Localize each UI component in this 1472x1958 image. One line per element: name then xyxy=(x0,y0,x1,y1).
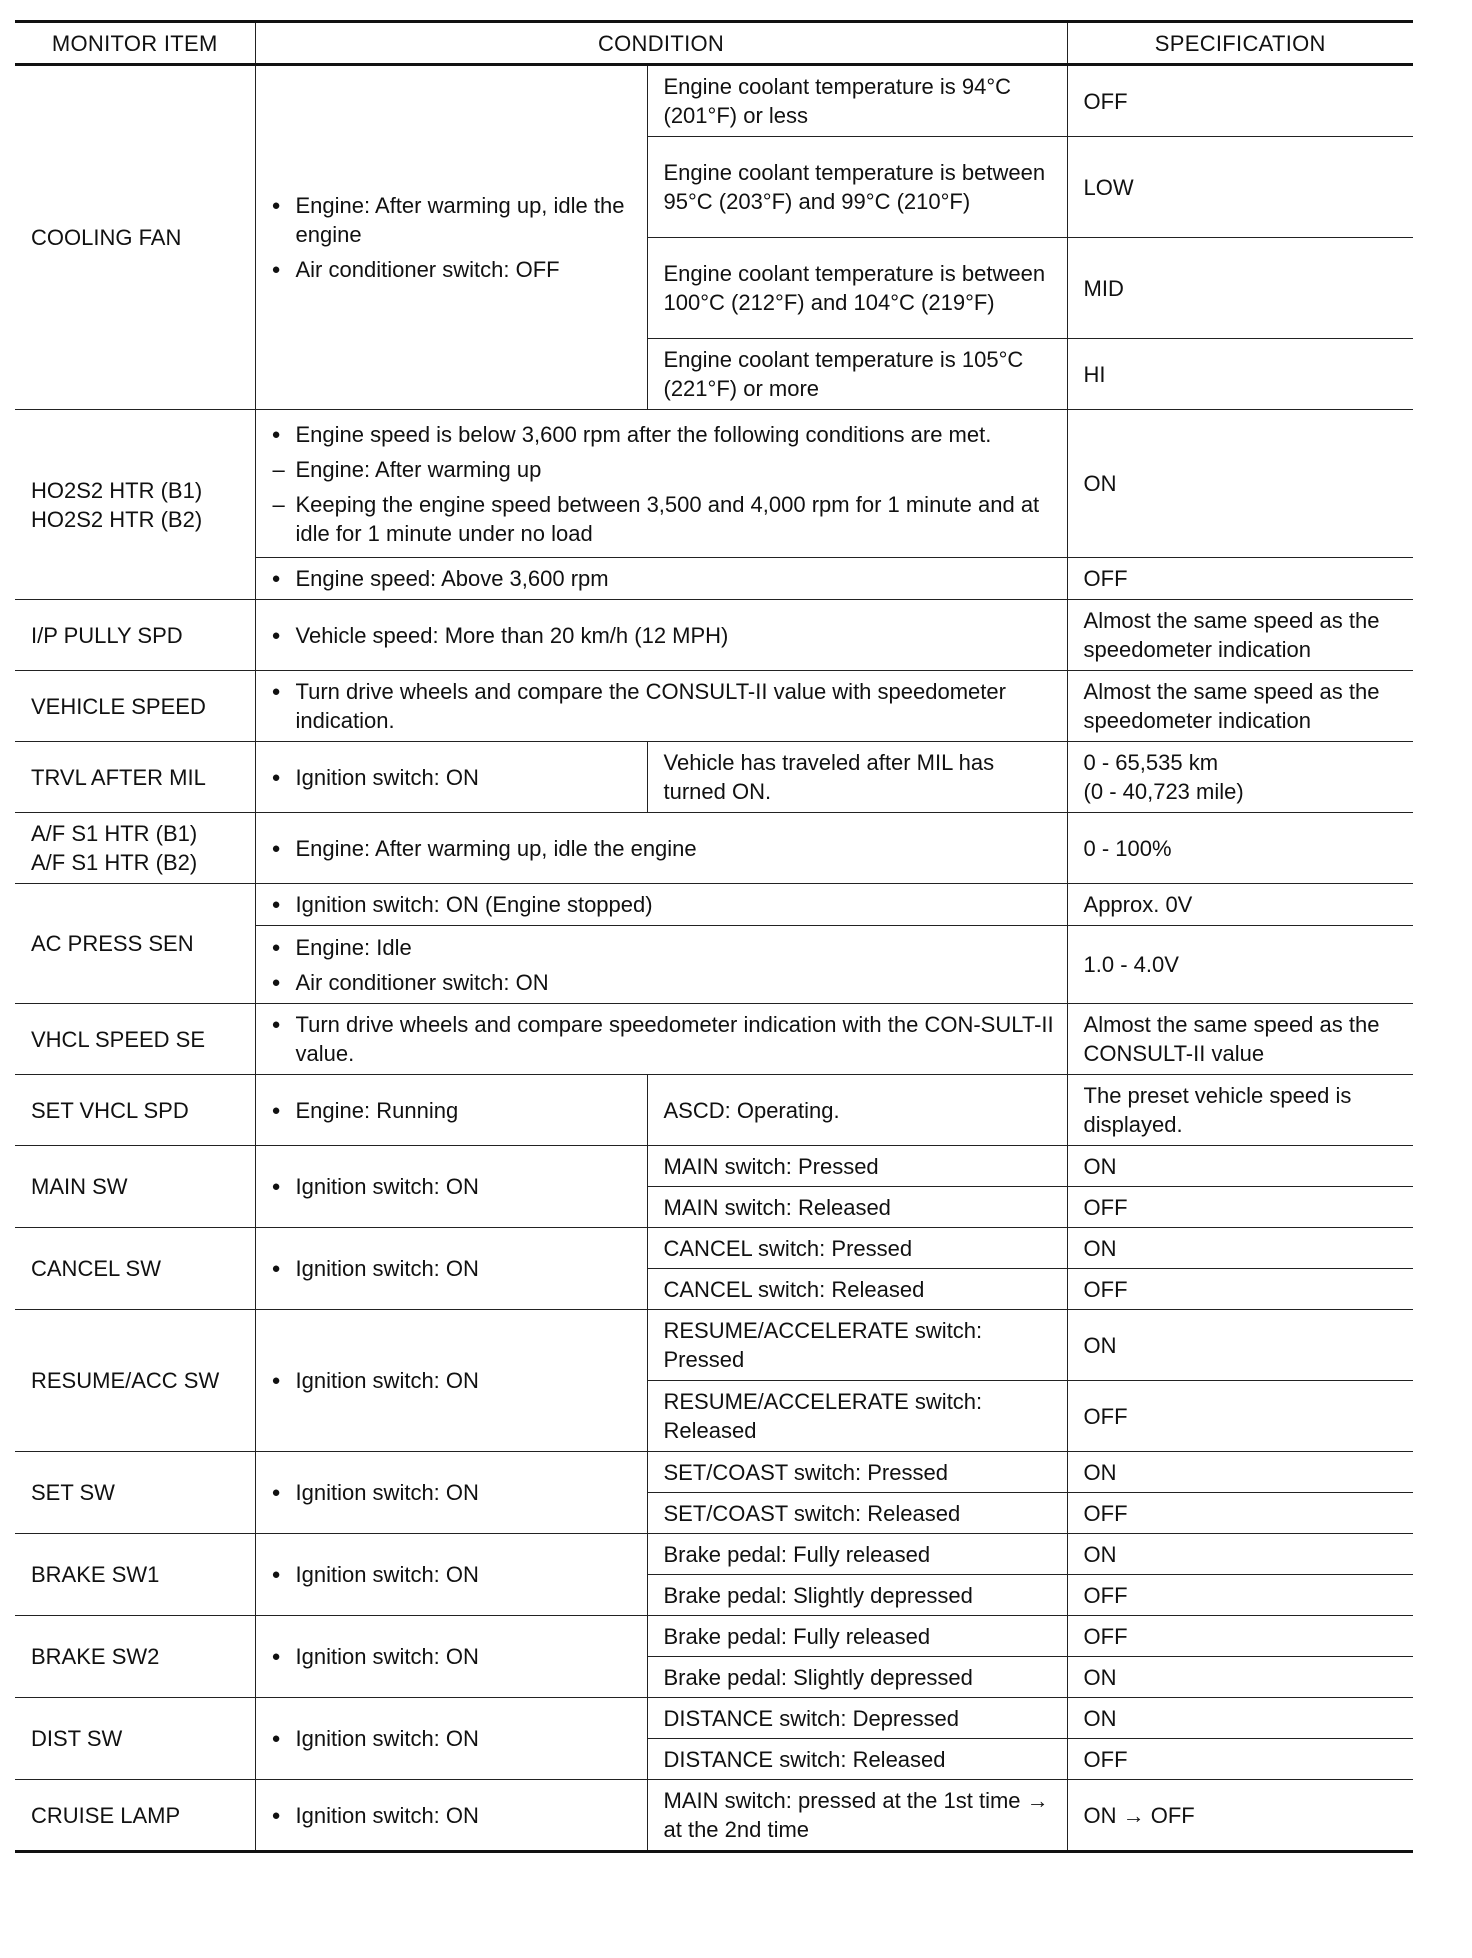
spec-line: (0 - 40,723 mile) xyxy=(1083,779,1244,804)
condition-cell xyxy=(255,1698,647,1780)
bullet-item: ● Engine speed is below 3,600 rpm after the following conditions are met. xyxy=(272,420,1055,449)
specification-cell xyxy=(1067,742,1413,813)
specification-cell: OFF xyxy=(1067,1739,1413,1780)
table-row xyxy=(15,1780,1413,1852)
table-row xyxy=(15,1616,1413,1657)
specification-cell: Almost the same speed as the CONSULT-II value xyxy=(1067,1004,1413,1075)
specification-cell: MID xyxy=(1067,238,1413,339)
bullet-item: ● Air conditioner switch: ON xyxy=(272,968,1055,997)
bullet-item: ● Turn drive wheels and compare speedometer indication with the CON-SULT-II value. xyxy=(272,1010,1055,1068)
bullet-item: ● Ignition switch: ON xyxy=(272,1366,635,1395)
specification-cell: 0 - 100% xyxy=(1067,813,1413,884)
sub-condition-cell: SET/COAST switch: Pressed xyxy=(647,1452,1067,1493)
sub-condition-cell: CANCEL switch: Pressed xyxy=(647,1228,1067,1269)
bullet-item: ● Vehicle speed: More than 20 km/h (12 MPH) xyxy=(272,621,1055,650)
sub-condition-cell: Brake pedal: Fully released xyxy=(647,1616,1067,1657)
monitor-item-cell: RESUME/ACC SW xyxy=(15,1310,255,1452)
table-row xyxy=(15,600,1413,671)
monitor-item-line: A/F S1 HTR (B1) xyxy=(31,821,198,846)
specification-cell: 1.0 - 4.0V xyxy=(1067,926,1413,1004)
monitor-item-cell: DIST SW xyxy=(15,1698,255,1780)
condition-cell xyxy=(255,1228,647,1310)
bullet-item: ● Ignition switch: ON xyxy=(272,1801,635,1830)
monitor-item-cell: SET SW xyxy=(15,1452,255,1534)
specification-cell: HI xyxy=(1067,339,1413,410)
specification-cell: The preset vehicle speed is displayed. xyxy=(1067,1075,1413,1146)
specification-cell: ON xyxy=(1067,410,1413,558)
sub-condition-cell: Engine coolant temperature is between 95°C (203°F) and 99°C (210°F) xyxy=(647,137,1067,238)
monitor-item-cell: CRUISE LAMP xyxy=(15,1780,255,1852)
specification-cell: OFF xyxy=(1067,1381,1413,1452)
condition-cell xyxy=(255,558,1067,600)
table-row xyxy=(15,813,1413,884)
monitor-item-line: HO2S2 HTR (B1) xyxy=(31,477,203,503)
table-row xyxy=(15,884,1413,926)
sub-condition-cell: CANCEL switch: Released xyxy=(647,1269,1067,1310)
specification-cell: OFF xyxy=(1067,558,1413,600)
bullet-item: ● Turn drive wheels and compare the CONSULT-II value with speedometer indication. xyxy=(272,677,1055,735)
bullet-item: ● Ignition switch: ON xyxy=(272,1478,635,1507)
specification-cell: Almost the same speed as the speedometer indication xyxy=(1067,600,1413,671)
table-row xyxy=(15,1228,1413,1269)
sub-condition-cell: Engine coolant temperature is 105°C (221°F) or more xyxy=(647,339,1067,410)
sub-condition-cell: RESUME/ACCELERATE switch: Released xyxy=(647,1381,1067,1452)
specification-cell: ON xyxy=(1067,1657,1413,1698)
sub-condition-cell: MAIN switch: pressed at the 1st time → at the 2nd time xyxy=(647,1780,1067,1852)
monitor-item-cell: SET VHCL SPD xyxy=(15,1075,255,1146)
monitor-item-cell: VHCL SPEED SE xyxy=(15,1004,255,1075)
header-specification: SPECIFICATION xyxy=(1067,22,1413,65)
bullet-item: ● Engine: Idle xyxy=(272,933,1055,962)
specification-cell: ON xyxy=(1067,1698,1413,1739)
condition-cell xyxy=(255,1452,647,1534)
dash-item: – Keeping the engine speed between 3,500 and 4,000 rpm for 1 minute and at idle for 1 minute under no load xyxy=(272,490,1055,548)
monitor-item-cell: I/P PULLY SPD xyxy=(15,600,255,671)
monitor-item-cell: TRVL AFTER MIL xyxy=(15,742,255,813)
condition-cell xyxy=(255,1075,647,1146)
monitor-item-cell: VEHICLE SPEED xyxy=(15,671,255,742)
sub-condition-cell: MAIN switch: Pressed xyxy=(647,1146,1067,1187)
bullet-item: ● Ignition switch: ON xyxy=(272,1724,635,1753)
specification-cell: Almost the same speed as the speedometer indication xyxy=(1067,671,1413,742)
bullet-item: ● Ignition switch: ON xyxy=(272,1560,635,1589)
sub-condition-cell: Engine coolant temperature is between 100°C (212°F) and 104°C (219°F) xyxy=(647,238,1067,339)
specification-cell: ON xyxy=(1067,1228,1413,1269)
specification-cell: OFF xyxy=(1067,1575,1413,1616)
table-row xyxy=(15,671,1413,742)
specification-cell: ON xyxy=(1067,1310,1413,1381)
bullet-item: ● Ignition switch: ON xyxy=(272,1642,635,1671)
condition-cell xyxy=(255,1780,647,1852)
specification-cell: ON → OFF xyxy=(1067,1780,1413,1852)
condition-cell xyxy=(255,1146,647,1228)
sub-condition-cell: Vehicle has traveled after MIL has turned ON. xyxy=(647,742,1067,813)
bullet-item: ● Engine: Running xyxy=(272,1096,635,1125)
header-condition: CONDITION xyxy=(255,22,1067,65)
table-row xyxy=(15,1534,1413,1575)
monitor-item-cell: COOLING FAN xyxy=(15,65,255,410)
table-row xyxy=(15,65,1413,137)
sub-condition-cell: Brake pedal: Slightly depressed xyxy=(647,1657,1067,1698)
monitor-item-cell: MAIN SW xyxy=(15,1146,255,1228)
condition-cell xyxy=(255,1004,1067,1075)
sub-condition-cell: DISTANCE switch: Depressed xyxy=(647,1698,1067,1739)
bullet-item: ● Engine speed: Above 3,600 rpm xyxy=(272,564,1055,593)
dash-item: – Engine: After warming up xyxy=(272,455,1055,484)
condition-cell xyxy=(255,1616,647,1698)
condition-cell xyxy=(255,1534,647,1616)
sub-condition-cell: DISTANCE switch: Released xyxy=(647,1739,1067,1780)
sub-condition-cell: Brake pedal: Slightly depressed xyxy=(647,1575,1067,1616)
bullet-item: ● Engine: After warming up, idle the engine xyxy=(272,191,635,249)
table-row xyxy=(15,1146,1413,1187)
bullet-item: ● Air conditioner switch: OFF xyxy=(272,255,635,284)
monitor-item-cell xyxy=(15,813,255,884)
monitor-item-line: HO2S2 HTR (B2) xyxy=(31,506,203,532)
header-row xyxy=(15,22,1413,65)
header-monitor-item: MONITOR ITEM xyxy=(15,22,255,65)
table-row xyxy=(15,1310,1413,1381)
sub-condition-cell: Brake pedal: Fully released xyxy=(647,1534,1067,1575)
specification-cell: ON xyxy=(1067,1534,1413,1575)
specification-cell: OFF xyxy=(1067,1187,1413,1228)
specification-cell: ON xyxy=(1067,1452,1413,1493)
condition-cell xyxy=(255,926,1067,1004)
condition-cell xyxy=(255,600,1067,671)
bullet-item: ● Ignition switch: ON xyxy=(272,1254,635,1283)
specification-cell: OFF xyxy=(1067,1616,1413,1657)
table-row xyxy=(15,410,1413,558)
table-row xyxy=(15,1452,1413,1493)
monitor-item-cell: BRAKE SW2 xyxy=(15,1616,255,1698)
condition-cell xyxy=(255,813,1067,884)
bullet-item: ● Engine: After warming up, idle the engine xyxy=(272,834,1055,863)
table-row xyxy=(15,1004,1413,1075)
sub-condition-cell: SET/COAST switch: Released xyxy=(647,1493,1067,1534)
sub-condition-cell: Engine coolant temperature is 94°C (201°F) or less xyxy=(647,65,1067,137)
table-row xyxy=(15,1698,1413,1739)
monitor-item-cell xyxy=(15,410,255,600)
specification-cell: LOW xyxy=(1067,137,1413,238)
condition-cell xyxy=(255,884,1067,926)
sub-condition-cell: RESUME/ACCELERATE switch: Pressed xyxy=(647,1310,1067,1381)
bullet-item: ● Ignition switch: ON (Engine stopped) xyxy=(272,890,1055,919)
condition-cell xyxy=(255,671,1067,742)
specification-cell: ON xyxy=(1067,1146,1413,1187)
specification-table-wrapper xyxy=(15,20,1413,1853)
sub-condition-cell: ASCD: Operating. xyxy=(647,1075,1067,1146)
bullet-item: ● Ignition switch: ON xyxy=(272,1172,635,1201)
condition-cell xyxy=(255,410,1067,558)
condition-cell xyxy=(255,65,647,410)
monitor-item-cell: BRAKE SW1 xyxy=(15,1534,255,1616)
condition-cell xyxy=(255,1310,647,1452)
specification-cell: OFF xyxy=(1067,1269,1413,1310)
monitor-item-cell: CANCEL SW xyxy=(15,1228,255,1310)
monitor-specification-table xyxy=(15,20,1413,1853)
specification-cell: OFF xyxy=(1067,65,1413,137)
bullet-item: ● Ignition switch: ON xyxy=(272,763,635,792)
specification-cell: Approx. 0V xyxy=(1067,884,1413,926)
table-row xyxy=(15,742,1413,813)
spec-line: 0 - 65,535 km xyxy=(1083,750,1219,775)
condition-cell xyxy=(255,742,647,813)
specification-cell: OFF xyxy=(1067,1493,1413,1534)
monitor-item-cell: AC PRESS SEN xyxy=(15,884,255,1004)
table-row xyxy=(15,1075,1413,1146)
monitor-item-line: A/F S1 HTR (B2) xyxy=(31,850,198,875)
sub-condition-cell: MAIN switch: Released xyxy=(647,1187,1067,1228)
